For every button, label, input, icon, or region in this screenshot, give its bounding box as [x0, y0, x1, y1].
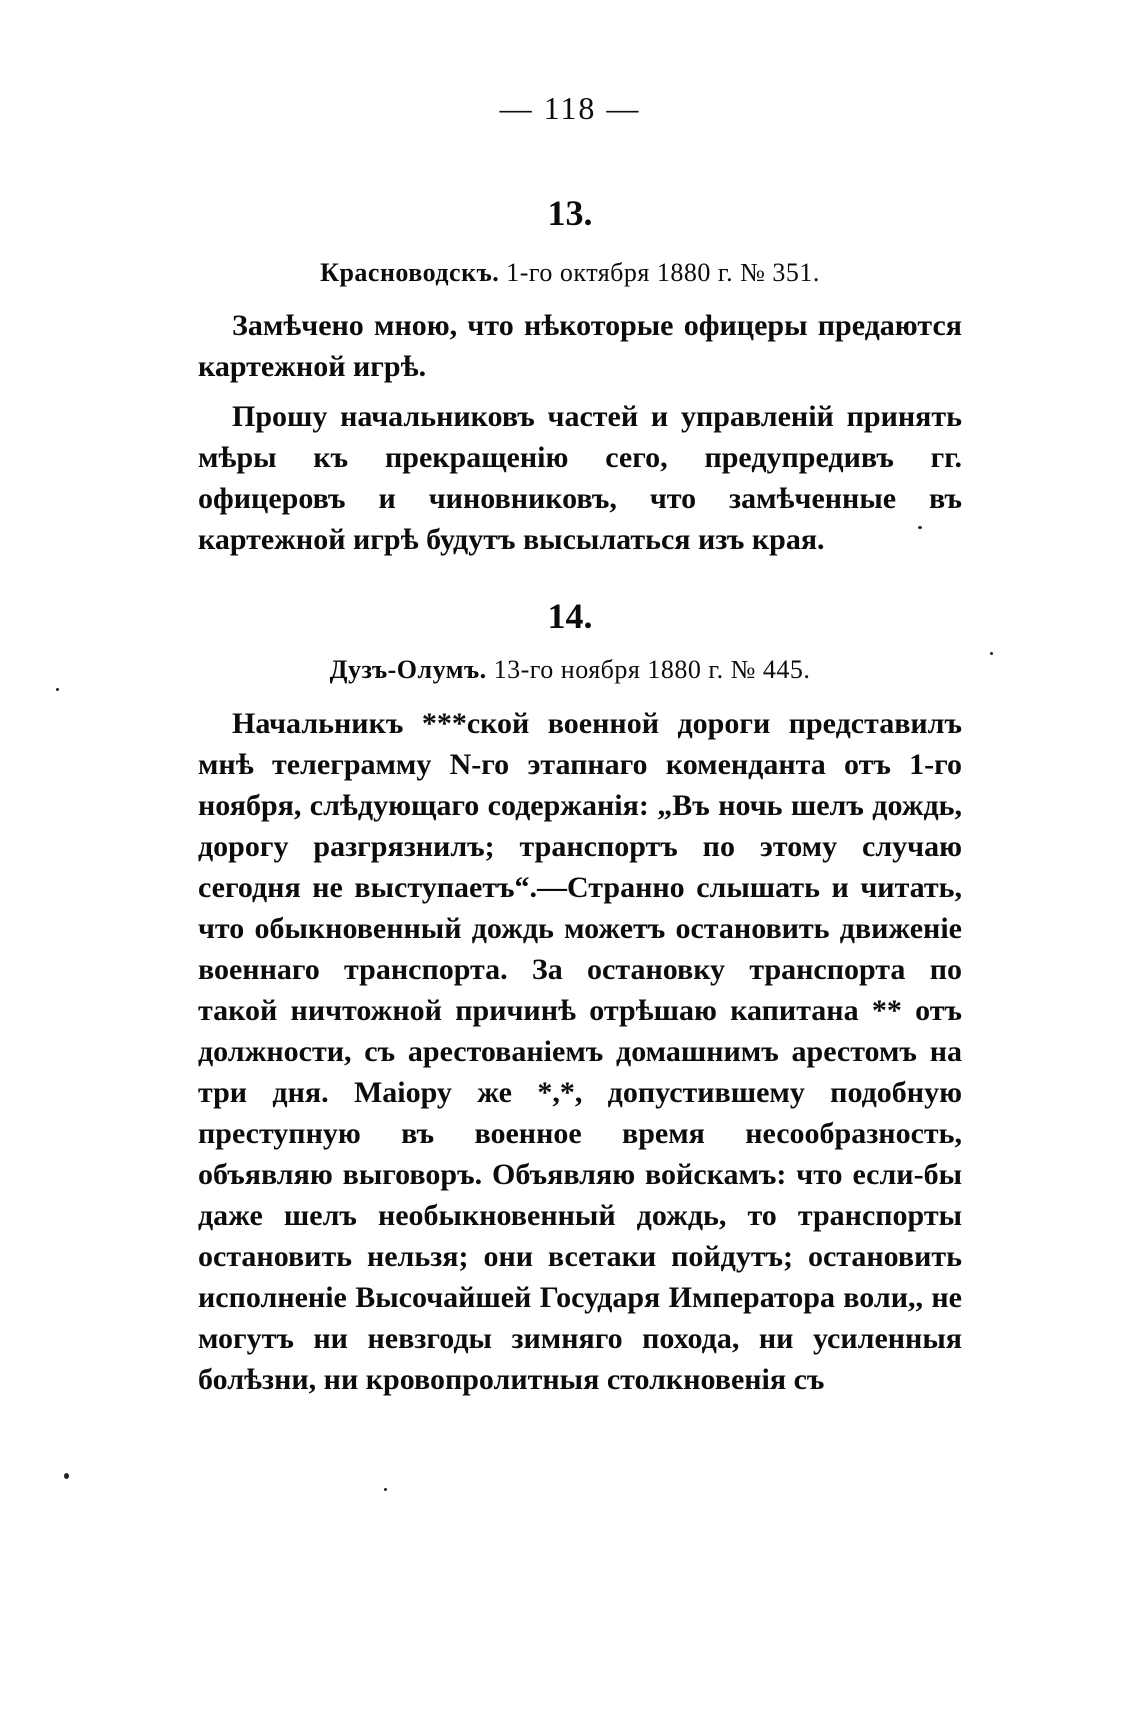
paragraph: Замѣчено мною, что нѣкоторые офицеры предаются картежной игрѣ.	[198, 309, 962, 383]
dateline-13	[0, 258, 1140, 288]
scan-speck	[384, 1488, 387, 1491]
paragraph: Начальникъ ***ской военной дороги представилъ мнѣ телеграмму N-го этапнаго коменданта отъ 1-го ноября, слѣдующаго содержанія: „Въ ночь шелъ дождь, дорогу разгрязнилъ; транспортъ по этому случаю сегодня не выступаетъ“.—Странно слышать и читать, что обыкновенный дождь можетъ остановить движеніе военнаго транспорта. За остановку транспорта по такой ничтожной причинѣ отрѣшаю капитана ** отъ должности, съ арестованіемъ домашнимъ арестомъ на три дня. Маіору же *,*, допустившему подобную преступную въ военное время несообразность, объявляю выговоръ. Объявляю войскамъ: что если-бы даже шелъ необыкновенный дождь, то транспорты остановить нельзя; они всетаки пойдутъ; остановить исполненіе Высочайшей Государя Императора воли,, не могутъ ни невзгоды зимняго похода, ни усиленныя болѣзни, ни кровопролитныя столкновенія съ	[198, 707, 962, 1396]
paragraph: Прошу начальниковъ частей и управленій принять мѣры къ прекращенію сего, предупредивъ гг. офицеровъ и чиновниковъ, что замѣченные въ картежной игрѣ будутъ высылаться изъ края.	[198, 400, 962, 556]
page-number: — 118 —	[499, 90, 641, 126]
section-number-14: 14.	[547, 596, 593, 636]
dateline-place: Дузъ-Олумъ.	[329, 655, 487, 684]
scan-speck	[64, 1473, 69, 1479]
scan-speck	[918, 526, 922, 529]
dateline-14	[0, 655, 1140, 685]
section-14-body	[198, 703, 962, 1400]
section-13-body	[198, 305, 962, 560]
scan-speck	[990, 652, 993, 655]
dateline-place: Красноводскъ.	[320, 258, 500, 287]
scan-speck	[56, 688, 59, 691]
dateline-date: 13-го ноября 1880 г. № 445.	[493, 655, 811, 684]
section-number-13: 13.	[547, 193, 593, 233]
dateline-date: 1-го октября 1880 г. № 351.	[506, 258, 820, 287]
